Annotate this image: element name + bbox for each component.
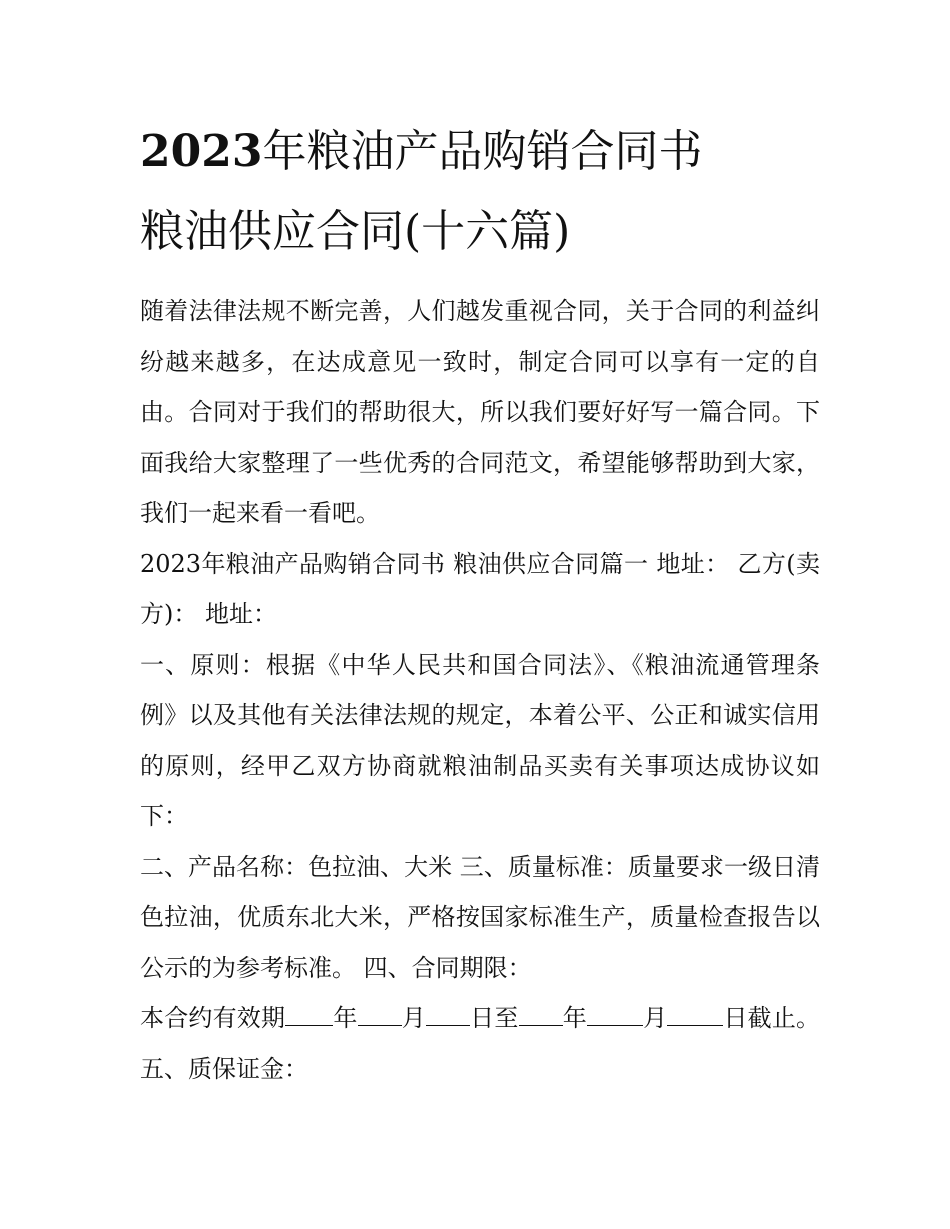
product-quality-paragraph: 二、产品名称：色拉油、大米 三、质量标准：质量要求一级日清色拉油，优质东北大米，严格按国家标准生产，质量检查报告以公示的为参考标准。 四、合同期限： — [140, 852, 820, 982]
contract-term-paragraph — [140, 993, 820, 1094]
title-year: 2023 — [140, 126, 263, 177]
title-line-1-text: 年粮油产品购销合同书 — [262, 126, 703, 177]
term-prefix: 本合约有效期 — [140, 1004, 286, 1032]
term-year-2: 年 — [562, 1004, 587, 1032]
title-line-2: 粮油供应合同(十六篇) — [140, 206, 571, 257]
blank-day-end — [667, 1000, 723, 1026]
document-title — [140, 112, 820, 272]
term-day-1: 日至 — [469, 1004, 519, 1032]
title-line-1 — [140, 126, 702, 177]
term-day-2: 日截止。 — [723, 1004, 821, 1032]
blank-day-start — [426, 1000, 470, 1026]
blank-month-end — [587, 1000, 643, 1026]
term-month-2: 月 — [642, 1004, 668, 1032]
principle-paragraph: 一、原则：根据《中华人民共和国合同法》、《粮油流通管理条例》以及其他有关法律法规的规定，本着公平、公正和诚实信用的原则，经甲乙双方协商就粮油制品买卖有关事项达成协议如下： — [140, 650, 820, 830]
document-body — [140, 286, 820, 1094]
blank-year-start — [285, 1000, 333, 1026]
term-month-1: 月 — [401, 1004, 426, 1032]
term-year-1: 年 — [333, 1004, 358, 1032]
contract-heading-paragraph: 2023年粮油产品购销合同书 粮油供应合同篇一 地址： 乙方(卖方)： 地址： — [140, 549, 820, 628]
blank-year-end — [519, 1000, 563, 1026]
document-page — [140, 112, 820, 1094]
blank-month-start — [358, 1000, 402, 1026]
term-suffix: 五、质保证金： — [140, 1054, 308, 1083]
intro-paragraph: 随着法律法规不断完善，人们越发重视合同，关于合同的利益纠纷越来越多，在达成意见一致时，制定合同可以享有一定的自由。合同对于我们的帮助很大，所以我们要好好写一篇合同。下面我给大家整理了一些优秀的合同范文，希望能够帮助到大家，我们一起来看一看吧。 — [140, 297, 820, 527]
